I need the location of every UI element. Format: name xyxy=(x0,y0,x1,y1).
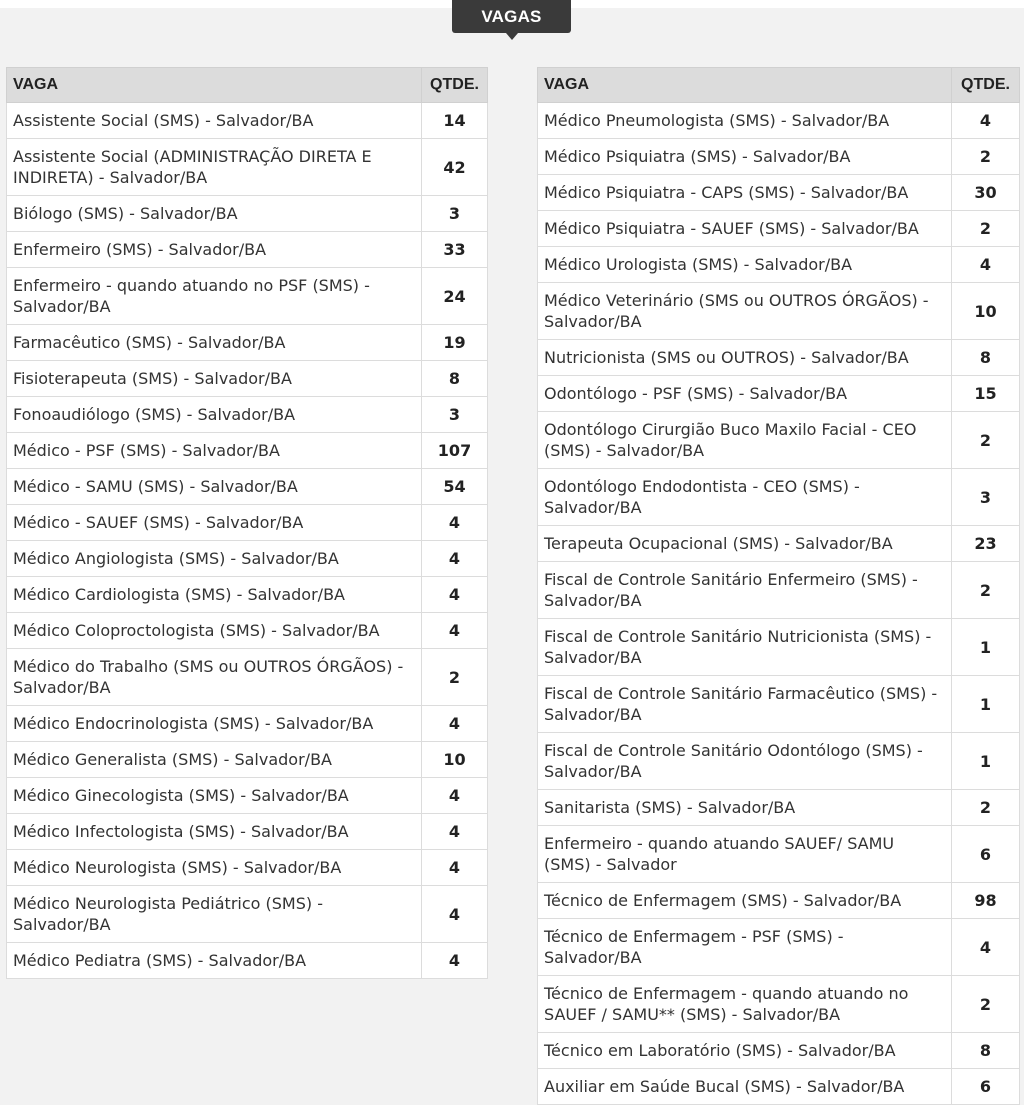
table-row xyxy=(7,943,488,979)
vaga-cell: Enfermeiro - quando atuando no PSF (SMS) - Salvador/BA xyxy=(7,268,422,325)
table-row xyxy=(538,976,1020,1033)
vaga-cell: Médico Infectologista (SMS) - Salvador/BA xyxy=(7,814,422,850)
qtde-cell: 1 xyxy=(952,676,1020,733)
table-row xyxy=(7,505,488,541)
vaga-cell: Técnico de Enfermagem - PSF (SMS) - Salvador/BA xyxy=(538,919,952,976)
vaga-cell: Técnico de Enfermagem - quando atuando no SAUEF / SAMU** (SMS) - Salvador/BA xyxy=(538,976,952,1033)
qtde-cell: 6 xyxy=(952,1069,1020,1105)
table-row xyxy=(538,211,1020,247)
vaga-cell: Médico Psiquiatra - CAPS (SMS) - Salvador/BA xyxy=(538,175,952,211)
table-row xyxy=(7,886,488,943)
table-row xyxy=(538,247,1020,283)
table-row xyxy=(7,850,488,886)
vagas-table-left xyxy=(6,67,488,979)
vaga-cell: Nutricionista (SMS ou OUTROS) - Salvador/BA xyxy=(538,340,952,376)
vaga-cell: Odontólogo - PSF (SMS) - Salvador/BA xyxy=(538,376,952,412)
qtde-cell: 3 xyxy=(422,196,488,232)
vaga-cell: Farmacêutico (SMS) - Salvador/BA xyxy=(7,325,422,361)
vaga-cell: Médico - SAMU (SMS) - Salvador/BA xyxy=(7,469,422,505)
qtde-cell: 8 xyxy=(952,340,1020,376)
vaga-cell: Fiscal de Controle Sanitário Nutricionista (SMS) - Salvador/BA xyxy=(538,619,952,676)
qtde-cell: 4 xyxy=(952,247,1020,283)
vaga-cell: Enfermeiro (SMS) - Salvador/BA xyxy=(7,232,422,268)
table-row xyxy=(7,814,488,850)
vaga-cell: Médico Endocrinologista (SMS) - Salvador/BA xyxy=(7,706,422,742)
table-row xyxy=(538,562,1020,619)
vaga-cell: Médico Neurologista (SMS) - Salvador/BA xyxy=(7,850,422,886)
table-row xyxy=(538,103,1020,139)
qtde-cell: 24 xyxy=(422,268,488,325)
vaga-cell: Médico Coloproctologista (SMS) - Salvador/BA xyxy=(7,613,422,649)
vaga-cell: Enfermeiro - quando atuando SAUEF/ SAMU (SMS) - Salvador xyxy=(538,826,952,883)
vaga-cell: Fiscal de Controle Sanitário Enfermeiro (SMS) - Salvador/BA xyxy=(538,562,952,619)
table-row xyxy=(7,196,488,232)
table-row xyxy=(538,1033,1020,1069)
table-row xyxy=(7,577,488,613)
qtde-cell: 3 xyxy=(952,469,1020,526)
table-row xyxy=(7,103,488,139)
qtde-cell: 54 xyxy=(422,469,488,505)
qtde-cell: 4 xyxy=(422,706,488,742)
qtde-cell: 10 xyxy=(952,283,1020,340)
vaga-cell: Biólogo (SMS) - Salvador/BA xyxy=(7,196,422,232)
qtde-cell: 4 xyxy=(422,814,488,850)
table-row xyxy=(7,541,488,577)
vaga-cell: Médico Urologista (SMS) - Salvador/BA xyxy=(538,247,952,283)
vaga-cell: Médico Psiquiatra (SMS) - Salvador/BA xyxy=(538,139,952,175)
vaga-cell: Médico do Trabalho (SMS ou OUTROS ÓRGÃOS) - Salvador/BA xyxy=(7,649,422,706)
vaga-cell: Auxiliar em Saúde Bucal (SMS) - Salvador/BA xyxy=(538,1069,952,1105)
vaga-cell: Técnico de Enfermagem (SMS) - Salvador/BA xyxy=(538,883,952,919)
qtde-cell: 6 xyxy=(952,826,1020,883)
column-header-vaga: VAGA xyxy=(7,68,422,103)
vaga-cell: Odontólogo Endodontista - CEO (SMS) - Salvador/BA xyxy=(538,469,952,526)
qtde-cell: 23 xyxy=(952,526,1020,562)
table-row xyxy=(7,613,488,649)
qtde-cell: 19 xyxy=(422,325,488,361)
table-row xyxy=(538,139,1020,175)
badge-pointer-icon xyxy=(506,33,518,40)
table-row xyxy=(538,526,1020,562)
qtde-cell: 2 xyxy=(952,790,1020,826)
qtde-cell: 10 xyxy=(422,742,488,778)
qtde-cell: 4 xyxy=(422,577,488,613)
qtde-cell: 2 xyxy=(422,649,488,706)
vaga-cell: Médico Veterinário (SMS ou OUTROS ÓRGÃOS) - Salvador/BA xyxy=(538,283,952,340)
table-row xyxy=(7,433,488,469)
qtde-cell: 8 xyxy=(952,1033,1020,1069)
vaga-cell: Médico Angiologista (SMS) - Salvador/BA xyxy=(7,541,422,577)
qtde-cell: 4 xyxy=(422,505,488,541)
table-row xyxy=(538,826,1020,883)
qtde-cell: 1 xyxy=(952,619,1020,676)
qtde-cell: 4 xyxy=(422,613,488,649)
table-row xyxy=(538,412,1020,469)
qtde-cell: 4 xyxy=(422,943,488,979)
vaga-cell: Médico - SAUEF (SMS) - Salvador/BA xyxy=(7,505,422,541)
qtde-cell: 4 xyxy=(422,778,488,814)
vaga-cell: Terapeuta Ocupacional (SMS) - Salvador/BA xyxy=(538,526,952,562)
table-row xyxy=(538,469,1020,526)
table-row xyxy=(7,268,488,325)
qtde-cell: 2 xyxy=(952,211,1020,247)
table-row xyxy=(538,376,1020,412)
qtde-cell: 107 xyxy=(422,433,488,469)
table-row xyxy=(538,175,1020,211)
vaga-cell: Médico Pneumologista (SMS) - Salvador/BA xyxy=(538,103,952,139)
table-row xyxy=(7,469,488,505)
qtde-cell: 42 xyxy=(422,139,488,196)
vaga-cell: Técnico em Laboratório (SMS) - Salvador/BA xyxy=(538,1033,952,1069)
table-row xyxy=(538,283,1020,340)
vaga-cell: Sanitarista (SMS) - Salvador/BA xyxy=(538,790,952,826)
qtde-cell: 2 xyxy=(952,139,1020,175)
column-header-qtde: QTDE. xyxy=(952,68,1020,103)
vagas-table-right xyxy=(537,67,1020,1105)
vaga-cell: Assistente Social (SMS) - Salvador/BA xyxy=(7,103,422,139)
qtde-cell: 98 xyxy=(952,883,1020,919)
vaga-cell: Fonoaudiólogo (SMS) - Salvador/BA xyxy=(7,397,422,433)
qtde-cell: 8 xyxy=(422,361,488,397)
table-row xyxy=(7,361,488,397)
qtde-cell: 1 xyxy=(952,733,1020,790)
vaga-cell: Fiscal de Controle Sanitário Odontólogo (SMS) - Salvador/BA xyxy=(538,733,952,790)
qtde-cell: 14 xyxy=(422,103,488,139)
table-row xyxy=(7,325,488,361)
vaga-cell: Odontólogo Cirurgião Buco Maxilo Facial - CEO (SMS) - Salvador/BA xyxy=(538,412,952,469)
vaga-cell: Médico Generalista (SMS) - Salvador/BA xyxy=(7,742,422,778)
qtde-cell: 2 xyxy=(952,976,1020,1033)
qtde-cell: 4 xyxy=(422,886,488,943)
table-header-row xyxy=(538,68,1020,103)
vaga-cell: Fisioterapeuta (SMS) - Salvador/BA xyxy=(7,361,422,397)
table-row xyxy=(538,790,1020,826)
table-row xyxy=(538,919,1020,976)
vaga-cell: Médico Psiquiatra - SAUEF (SMS) - Salvador/BA xyxy=(538,211,952,247)
column-header-qtde: QTDE. xyxy=(422,68,488,103)
table-row xyxy=(7,649,488,706)
qtde-cell: 30 xyxy=(952,175,1020,211)
table-row xyxy=(538,733,1020,790)
table-row xyxy=(538,619,1020,676)
table-row xyxy=(538,676,1020,733)
table-row xyxy=(7,232,488,268)
qtde-cell: 3 xyxy=(422,397,488,433)
vaga-cell: Médico Neurologista Pediátrico (SMS) - Salvador/BA xyxy=(7,886,422,943)
qtde-cell: 2 xyxy=(952,562,1020,619)
vaga-cell: Fiscal de Controle Sanitário Farmacêutico (SMS) - Salvador/BA xyxy=(538,676,952,733)
vaga-cell: Médico Pediatra (SMS) - Salvador/BA xyxy=(7,943,422,979)
qtde-cell: 4 xyxy=(952,919,1020,976)
qtde-cell: 4 xyxy=(422,850,488,886)
vaga-cell: Médico Ginecologista (SMS) - Salvador/BA xyxy=(7,778,422,814)
qtde-cell: 4 xyxy=(422,541,488,577)
qtde-cell: 33 xyxy=(422,232,488,268)
qtde-cell: 4 xyxy=(952,103,1020,139)
table-row xyxy=(538,883,1020,919)
table-row xyxy=(7,139,488,196)
section-title-badge: VAGAS xyxy=(452,0,571,33)
table-row xyxy=(7,742,488,778)
vaga-cell: Médico Cardiologista (SMS) - Salvador/BA xyxy=(7,577,422,613)
table-header-row xyxy=(7,68,488,103)
qtde-cell: 15 xyxy=(952,376,1020,412)
vaga-cell: Médico - PSF (SMS) - Salvador/BA xyxy=(7,433,422,469)
table-row xyxy=(538,340,1020,376)
vaga-cell: Assistente Social (ADMINISTRAÇÃO DIRETA E INDIRETA) - Salvador/BA xyxy=(7,139,422,196)
table-row xyxy=(7,397,488,433)
column-header-vaga: VAGA xyxy=(538,68,952,103)
table-row xyxy=(538,1069,1020,1105)
qtde-cell: 2 xyxy=(952,412,1020,469)
table-row xyxy=(7,778,488,814)
table-row xyxy=(7,706,488,742)
